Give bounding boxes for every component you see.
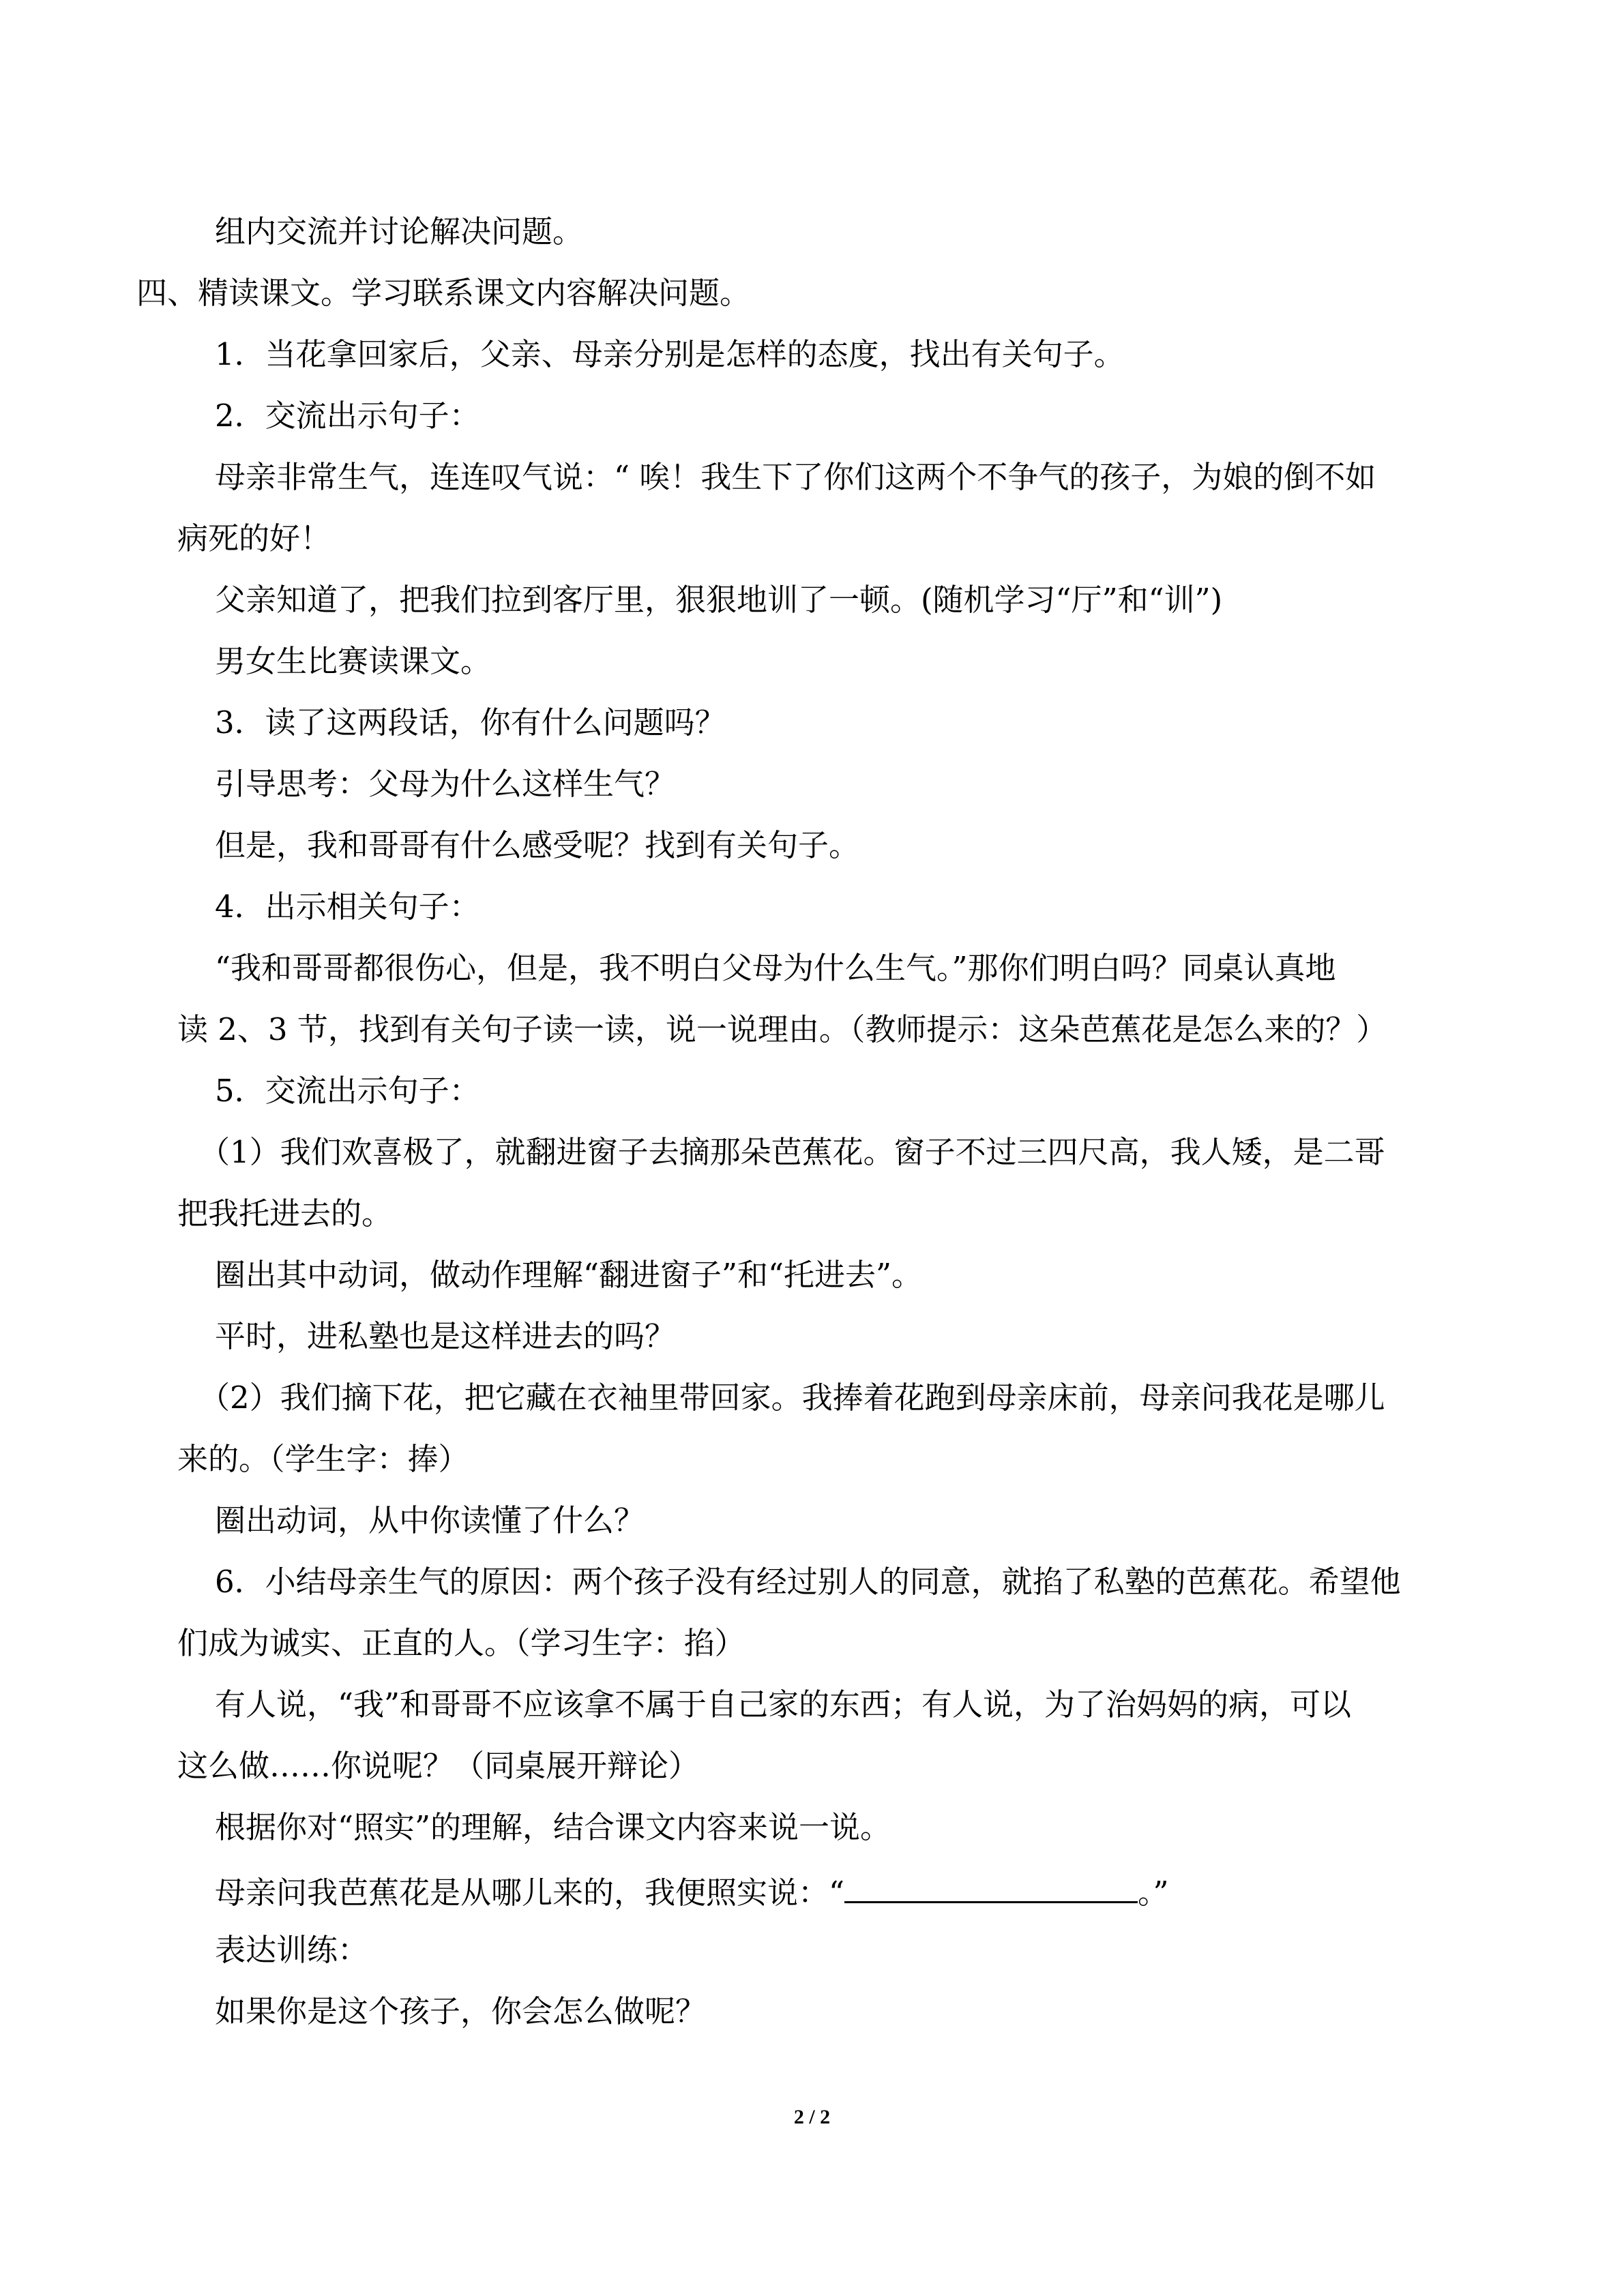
- text-line: 但是，我和哥哥有什么感受呢？找到有关句子。: [215, 827, 860, 863]
- text-line: 引导思考：父母为什么这样生气？: [215, 766, 676, 802]
- fill-blank-prefix: 母亲问我芭蕉花是从哪儿来的，我便照实说：“: [215, 1875, 845, 1911]
- text-line: 们成为诚实、正直的人。（学习生字：掐）: [177, 1625, 745, 1661]
- text-line: 表达训练：: [215, 1932, 369, 1968]
- text-line: （1）我们欢喜极了，就翻进窗子去摘那朵芭蕉花。窗子不过三四尺高，我人矮，是二哥: [199, 1134, 1385, 1170]
- text-line: 圈出其中动词，做动作理解“翻进窗子”和“托进去”。: [215, 1257, 923, 1293]
- page-number: 2 / 2: [793, 2106, 831, 2128]
- text-line: 父亲知道了，把我们拉到客厅里，狠狠地训了一顿。(随机学习“厅”和“训”): [215, 582, 1223, 618]
- answer-blank: [844, 1868, 1138, 1903]
- text-line: 5．交流出示句子：: [215, 1073, 480, 1109]
- text-line: 如果你是这个孩子，你会怎么做呢？: [215, 1993, 707, 2029]
- section-heading: 四、精读课文。学习联系课文内容解决问题。: [136, 275, 751, 311]
- text-line: 这么做……你说呢？（同桌展开辩论）: [177, 1748, 700, 1784]
- text-line: 3．读了这两段话，你有什么问题吗？: [215, 704, 726, 741]
- text-line: 平时，进私塾也是这样进去的吗？: [215, 1318, 676, 1354]
- fill-blank-suffix: 。”: [1138, 1875, 1169, 1911]
- text-line: 1．当花拿回家后，父亲、母亲分别是怎样的态度，找出有关句子。: [215, 336, 1125, 372]
- text-line: “我和哥哥都很伤心，但是，我不明白父母为什么生气。”那你们明白吗？同桌认真地: [215, 950, 1336, 986]
- text-line: 病死的好！: [177, 520, 331, 556]
- text-line: 根据你对“照实”的理解，结合课文内容来说一说。: [215, 1809, 891, 1845]
- text-line: 4．出示相关句子：: [215, 889, 480, 925]
- text-line: 男女生比赛读课文。: [215, 643, 492, 679]
- text-line: （2）我们摘下花，把它藏在衣袖里带回家。我捧着花跑到母亲床前，母亲问我花是哪儿: [199, 1380, 1385, 1416]
- text-line: 读 2、3 节，找到有关句子读一读，说一说理由。（教师提示：这朵芭蕉花是怎么来的？）: [177, 1011, 1387, 1047]
- fill-blank-line: [215, 1868, 1511, 1913]
- text-line: 2．交流出示句子：: [215, 398, 480, 434]
- text-line: 来的。（学生字：捧）: [177, 1441, 469, 1477]
- text-line: 圈出动词，从中你读懂了什么？: [215, 1502, 645, 1538]
- text-line: 6．小结母亲生气的原因：两个孩子没有经过别人的同意，就掐了私塾的芭蕉花。希望他: [215, 1564, 1401, 1600]
- text-line: 有人说，“我”和哥哥不应该拿不属于自己家的东西；有人说，为了治妈妈的病，可以: [215, 1686, 1352, 1723]
- text-line: 母亲非常生气，连连叹气说：“ 唉！我生下了你们这两个不争气的孩子，为娘的倒不如: [215, 459, 1376, 495]
- text-line: 把我托进去的。: [177, 1195, 393, 1232]
- text-line: 组内交流并讨论解决问题。: [215, 213, 584, 250]
